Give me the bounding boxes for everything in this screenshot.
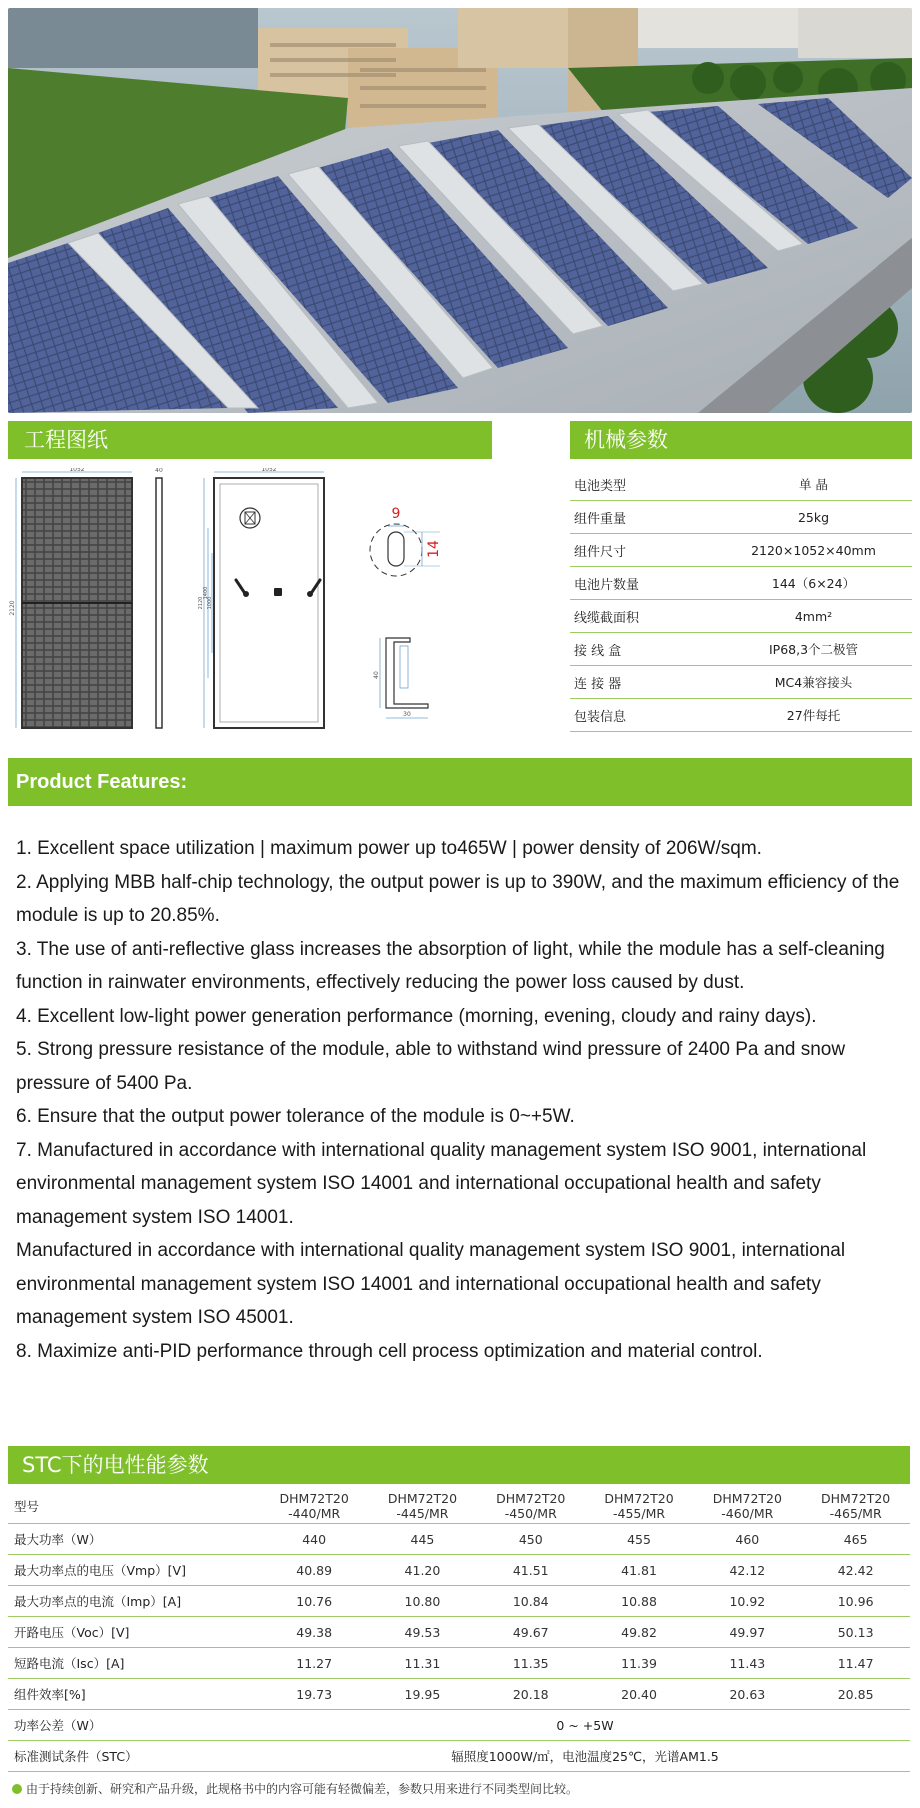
feature-item: 1. Excellent space utilization | maximum power up to465W | power density of 206W/sqm. xyxy=(16,838,762,859)
mech-row xyxy=(570,534,912,567)
table-cell: 42.12 xyxy=(729,1562,766,1578)
table-cell: 455 xyxy=(627,1531,651,1547)
table-cell: 41.81 xyxy=(621,1562,657,1578)
feature-item: 5. Strong pressure resistance of the module, able to withstand wind pressure of 2400 Pa and snow pressure of 5400 Pa. xyxy=(16,1039,846,1094)
table-cell: 49.38 xyxy=(296,1624,333,1640)
model-label: 型号 xyxy=(14,1498,40,1514)
model-name: DHM72T20 -465/MR xyxy=(821,1490,891,1521)
table-cell: 49.67 xyxy=(512,1624,549,1640)
row-label: 开路电压（Voc）[V] xyxy=(14,1625,130,1640)
mech-key: 接 线 盒 xyxy=(574,643,622,659)
table-row xyxy=(8,1710,910,1741)
back-height-b-label: 1400 xyxy=(203,586,209,600)
row-label: 功率公差（W） xyxy=(14,1718,102,1733)
tolerance-value: 0 ~ +5W xyxy=(556,1717,614,1733)
table-row xyxy=(8,1741,910,1772)
table-row xyxy=(8,1679,910,1710)
row-label: 短路电流（Isc）[A] xyxy=(14,1656,125,1671)
table-cell: 41.51 xyxy=(512,1562,549,1578)
disclaimer-note xyxy=(12,1780,912,1797)
row-label: 最大功率（W） xyxy=(14,1532,102,1547)
conditions-value: 辐照度1000W/㎡，电池温度25℃，光谱AM1.5 xyxy=(451,1749,719,1764)
table-cell: 20.85 xyxy=(837,1686,874,1702)
stc-electrical-table xyxy=(8,1488,910,1772)
table-cell: 49.53 xyxy=(404,1624,441,1640)
mechanical-parameters-header: 机械参数 xyxy=(570,421,912,459)
mech-key: 组件重量 xyxy=(574,511,627,527)
table-cell: 20.40 xyxy=(621,1686,657,1702)
model-name: DHM72T20 -450/MR xyxy=(496,1490,566,1521)
mech-row xyxy=(570,501,912,534)
table-cell: 11.39 xyxy=(621,1655,657,1671)
table-cell: 11.43 xyxy=(729,1655,766,1671)
table-row xyxy=(8,1586,910,1617)
product-features-header: Product Features: xyxy=(8,758,912,806)
mech-key: 连 接 器 xyxy=(574,676,622,692)
table-row xyxy=(8,1617,910,1648)
mechanical-parameters-table xyxy=(570,468,912,732)
table-cell: 41.20 xyxy=(404,1562,441,1578)
hole-height-label: 14 xyxy=(426,540,442,558)
rooftop-solar-photo xyxy=(8,8,912,413)
hole-width-label: 9 xyxy=(391,506,401,522)
mech-key: 电池类型 xyxy=(574,478,627,494)
mech-row xyxy=(570,600,912,633)
table-header-row xyxy=(8,1488,910,1524)
model-name: DHM72T20 -455/MR xyxy=(604,1490,674,1521)
back-height-c-label: 1000 xyxy=(207,596,213,610)
table-cell: 465 xyxy=(843,1531,868,1547)
front-width-label: 1052 xyxy=(69,468,85,473)
back-height-a-label: 2120 xyxy=(198,596,204,610)
mech-value: 单 晶 xyxy=(799,477,828,492)
mech-row xyxy=(570,699,912,732)
table-cell: 11.35 xyxy=(512,1655,549,1671)
model-name: DHM72T20 -440/MR xyxy=(279,1490,349,1521)
table-cell: 10.96 xyxy=(837,1593,874,1609)
row-label: 标准测试条件（STC） xyxy=(14,1749,138,1764)
table-cell: 10.92 xyxy=(729,1593,766,1609)
table-cell: 10.76 xyxy=(296,1593,333,1609)
row-label: 组件效率[%] xyxy=(14,1687,86,1702)
frame-height-label: 40 xyxy=(373,671,380,679)
bullet-dot-icon xyxy=(12,1784,22,1794)
feature-item: 4. Excellent low-light power generation performance (morning, evening, cloudy and rainy days). xyxy=(16,1005,817,1027)
mech-key: 电池片数量 xyxy=(574,577,640,593)
disclaimer-text: 由于持续创新、研究和产品升级，此规格书中的内容可能有轻微偏差，参数只用来进行不同类型间比较。 xyxy=(26,1782,579,1796)
table-cell: 440 xyxy=(302,1531,327,1547)
table-cell: 445 xyxy=(410,1531,435,1547)
table-cell: 10.88 xyxy=(621,1593,657,1609)
mech-value: 25kg xyxy=(797,509,830,525)
table-row xyxy=(8,1524,910,1555)
stc-electrical-header: STC下的电性能参数 xyxy=(8,1446,910,1484)
table-row xyxy=(8,1648,910,1679)
mech-value: MC4兼容接头 xyxy=(774,675,853,690)
product-features-list xyxy=(16,832,906,1368)
side-width-label: 40 xyxy=(155,468,163,474)
table-cell: 40.89 xyxy=(296,1562,333,1578)
table-cell: 49.82 xyxy=(621,1624,657,1640)
row-label: 最大功率点的电流（Imp）[A] xyxy=(14,1594,182,1609)
frame-width-label: 30 xyxy=(403,711,411,718)
table-cell: 20.18 xyxy=(512,1686,549,1702)
table-cell: 10.80 xyxy=(404,1593,441,1609)
table-cell: 42.42 xyxy=(837,1562,874,1578)
feature-item: 3. The use of anti-reflective glass increases the absorption of light, while the module has a self-cleaning function in rainwater environments, effectively reducing the power loss caused by dust. xyxy=(16,938,885,993)
row-label: 最大功率点的电压（Vmp）[V] xyxy=(14,1563,186,1578)
engineering-drawings-header: 工程图纸 xyxy=(8,421,492,459)
front-height-label: 2120 xyxy=(9,600,16,616)
mech-row xyxy=(570,567,912,600)
table-row xyxy=(8,1555,910,1586)
mech-value: 144（6×24） xyxy=(771,576,856,591)
mech-value: 2120×1052×40mm xyxy=(751,542,876,558)
feature-item: 2. Applying MBB half-chip technology, the output power is up to 390W, and the maximum efficiency of the module is up to 20.85%. xyxy=(16,871,900,926)
feature-item: Manufactured in accordance with international quality management system ISO 9001, international environmental management system ISO 14001 and international occupational health and safety management system ISO 45001. xyxy=(16,1240,846,1328)
mech-row xyxy=(570,666,912,699)
table-cell: 11.27 xyxy=(296,1655,333,1671)
mech-key: 线缆截面积 xyxy=(574,610,640,626)
mech-key: 组件尺寸 xyxy=(574,544,627,560)
table-cell: 460 xyxy=(735,1531,760,1547)
engineering-drawings xyxy=(8,468,556,740)
table-cell: 50.13 xyxy=(837,1624,874,1640)
table-cell: 20.63 xyxy=(729,1686,766,1702)
mech-value: IP68,3个二极管 xyxy=(768,642,859,657)
table-cell: 11.47 xyxy=(837,1655,874,1671)
feature-item: 7. Manufactured in accordance with international quality management system ISO 9001, international environmental management system ISO 14001 and international occupational health and safety management system ISO 14001. xyxy=(16,1139,867,1228)
model-name: DHM72T20 -445/MR xyxy=(387,1490,458,1521)
table-cell: 10.84 xyxy=(512,1593,549,1609)
table-cell: 11.31 xyxy=(404,1655,441,1671)
feature-item: 6. Ensure that the output power tolerance of the module is 0~+5W. xyxy=(16,1106,575,1127)
model-name: DHM72T20 -460/MR xyxy=(712,1490,782,1521)
feature-item: 8. Maximize anti-PID performance through cell process optimization and material control. xyxy=(16,1340,763,1362)
table-cell: 19.73 xyxy=(296,1686,333,1702)
mech-value: 4mm² xyxy=(794,608,833,624)
mech-row xyxy=(570,633,912,666)
mech-row xyxy=(570,468,912,501)
table-cell: 49.97 xyxy=(729,1624,766,1640)
table-cell: 19.95 xyxy=(404,1686,441,1702)
mech-key: 包装信息 xyxy=(574,709,627,725)
mech-value: 27件每托 xyxy=(786,708,841,723)
table-cell: 450 xyxy=(518,1531,543,1547)
back-width-label: 1052 xyxy=(261,468,277,473)
